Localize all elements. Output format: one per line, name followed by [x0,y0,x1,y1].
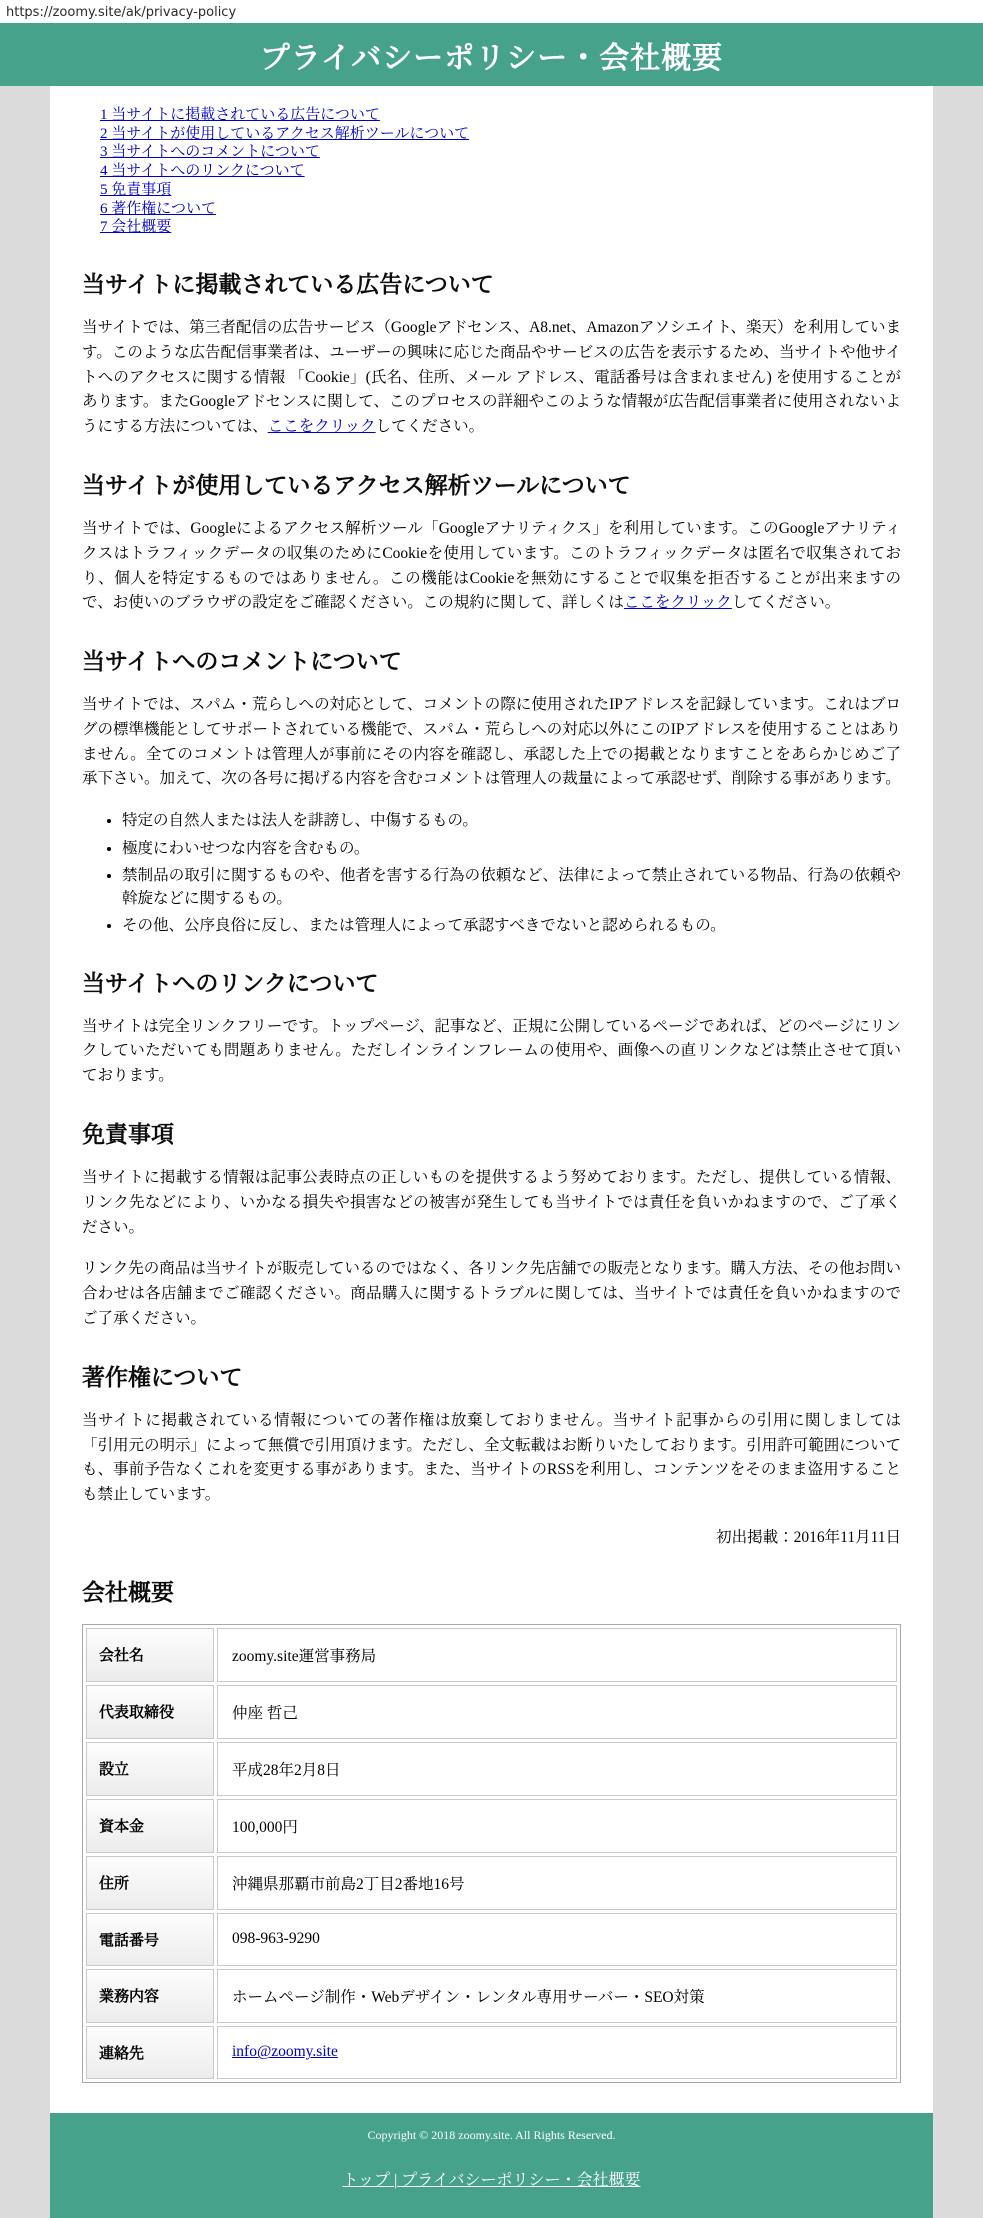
url-text[interactable]: https://zoomy.site/ak/privacy-policy [6,5,237,20]
table-row [86,1628,897,1682]
company-label: 連絡先 [86,2026,214,2079]
section-comments [82,643,901,938]
page-title: プライバシーポリシー・会社概要 [259,41,724,75]
table-row [86,1969,897,2023]
section-heading-comments: 当サイトへのコメントについて [82,648,402,675]
table-of-contents [82,102,901,239]
company-label: 業務内容 [86,1969,214,2023]
section-links [82,965,901,1089]
toc-link-analytics[interactable]: 2 当サイトが使用しているアクセス解析ツールについて [100,125,470,142]
company-value [217,2026,897,2079]
company-value: ホームページ制作・Webデザイン・レンタル専用サーバー・SEO対策 [217,1969,897,2023]
analytics-text-after: してください。 [731,594,841,612]
company-label: 代表取締役 [86,1685,214,1739]
ads-click-here-link[interactable]: ここをクリック [267,418,376,436]
section-analytics-paragraph [82,517,901,616]
section-company [82,1574,901,2083]
toc-link-links[interactable]: 4 当サイトへのリンクについて [100,163,305,180]
analytics-text: 当サイトでは、Googleによるアクセス解析ツール「Googleアナリティクス」を利用しています。このGoogleアナリティクスはトラフィックデータの収集のためにCookieを使用しています。このトラフィックデータは匿名で収集されており、個人を特定するものではありません。この機能はCookieを無効にすることで収集を拒否することが出来ますので、お使いのブラウザの設定をご確認ください。この規約に関して、詳しくは [82,519,901,612]
section-heading-ads: 当サイトに掲載されている広告について [82,270,494,297]
section-ads-paragraph [82,316,901,440]
section-analytics [82,467,901,616]
company-value: 098-963-9290 [217,1913,897,1966]
company-value: zoomy.site運営事務局 [217,1628,897,1682]
list-item: • その他、公序良俗に反し、または管理人によって承認すべきでないと認められるもの。 [122,915,901,937]
section-heading-links: 当サイトへのリンクについて [82,969,379,996]
toc-link-comments[interactable]: 3 当サイトへのコメントについて [100,144,320,161]
ads-text-after: してください。 [375,418,485,436]
company-value: 沖縄県那覇市前島2丁目2番地16号 [217,1856,897,1910]
site-header [0,23,983,86]
section-disclaimer [82,1116,901,1332]
section-copyright [82,1359,901,1547]
browser-address-bar[interactable] [0,0,983,23]
company-label: 住所 [86,1856,214,1910]
footer-privacy-policy-link[interactable]: プライバシーポリシー・会社概要 [401,2171,641,2189]
section-ads [82,266,901,440]
toc-link-disclaimer[interactable]: 5 免責事項 [100,181,172,198]
disclaimer-paragraph-1: 当サイトに掲載する情報は記事公表時点の正しいものを提供するよう努めております。ただし、提供している情報、リンク先などにより、いかなる損失や損害などの被害が発生しても当サイトでは責任を負いかねますので、ご了承ください。 [82,1169,901,1236]
analytics-click-here-link[interactable]: ここをクリック [623,594,732,612]
company-value: 平成28年2月8日 [217,1742,897,1796]
company-label: 電話番号 [86,1913,214,1966]
section-heading-company: 会社概要 [82,1578,174,1605]
section-links-paragraph: 当サイトは完全リンクフリーです。トップページ、記事など、正規に公開しているページであれば、どのページにリンクしていただいても問題ありません。ただしインラインフレームの使用や、画像への直リンクなどは禁止させて頂いております。 [82,1017,901,1085]
table-row [86,2026,897,2079]
list-item: • 特定の自然人または法人を誹謗し、中傷するもの。 [122,810,901,832]
company-label: 設立 [86,1742,214,1796]
comment-rules-list [106,810,901,937]
table-row [86,1913,897,1966]
site-footer [50,2113,933,2218]
table-row [86,1799,897,1853]
main-content [50,86,933,2113]
footer-nav-separator: | [394,2171,398,2189]
ads-text: 当サイトでは、第三者配信の広告サービス（Googleアドセンス、A8.net、Amazonアソシエイト、楽天）を利用しています。このような広告配信事業者は、ユーザーの興味に応じた商品やサービスの広告を表示するため、当サイトや他サイトへのアクセスに関する情報 「Cookie」(氏名、住所、メール アドレス、電話番号は含まれません) を使用することがあります。またGoogleアドセンスに関して、このプロセスの詳細やこのような情報が広告配信事業者に使用されないようにする方法については、 [82,318,901,436]
table-row [86,1742,897,1796]
copyright-paragraph: 当サイトに掲載されている情報についての著作権は放棄しておりません。当サイト記事からの引用に関しましては「引用元の明示」によって無償で引用頂けます。ただし、全文転載はお断りいたしております。引用許可範囲についても、事前予告なくこれを変更する事があります。また、当サイトのRSSを利用し、コンテンツをそのまま盗用することも禁止しています。 [82,1411,901,1504]
section-comments-paragraph: 当サイトでは、スパム・荒らしへの対応として、コメントの際に使用されたIPアドレスを記録しています。これはブログの標準機能としてサポートされている機能で、スパム・荒らしへの対応以外にこのIPアドレスを使用することはありません。全てのコメントは管理人が事前にその内容を確認し、承認した上での掲載となりますことをあらかじめご了承下さい。加えて、次の各号に掲げる内容を含むコメントは管理人の裁量によって承認せず、削除する事があります。 [82,696,902,788]
table-row [86,1856,897,1910]
list-item: • 禁制品の取引に関するものや、他者を害する行為の依頼など、法律によって禁止されている物品、行為の依頼や斡旋などに関するもの。 [122,865,901,910]
contact-email-link[interactable]: info@zoomy.site [232,2043,338,2061]
company-value: 100,000円 [217,1799,897,1853]
company-label: 会社名 [86,1628,214,1682]
list-item: • 極度にわいせつな内容を含むもの。 [122,838,901,860]
section-heading-disclaimer: 免責事項 [82,1121,174,1148]
company-value: 仲座 哲己 [217,1685,897,1739]
content-column [50,86,933,2218]
footer-nav [60,2167,923,2190]
footer-copyright: Copyright © 2018 zoomy.site. All Rights Reserved. [367,2127,616,2142]
first-published-date: 初出掲載：2016年11月11日 [716,1528,901,1546]
toc-link-ads[interactable]: 1 当サイトに掲載されている広告について [100,107,380,123]
section-heading-copyright: 著作権について [82,1363,243,1390]
company-table [82,1624,901,2083]
company-label: 資本金 [86,1799,214,1853]
footer-top-link[interactable]: トップ [342,2171,391,2189]
table-row [86,1685,897,1739]
toc-link-copyright[interactable]: 6 著作権について [100,200,216,217]
toc-link-company[interactable]: 7 会社概要 [100,219,172,236]
section-heading-analytics: 当サイトが使用しているアクセス解析ツールについて [82,471,631,498]
disclaimer-paragraph-2: リンク先の商品は当サイトが販売しているのではなく、各リンク先店舗での販売となります。購入方法、その他お問い合わせは各店舗までご確認ください。商品購入に関するトラブルに関しては、当サイトでは責任を負いかねますのでご了承ください。 [82,1260,901,1327]
